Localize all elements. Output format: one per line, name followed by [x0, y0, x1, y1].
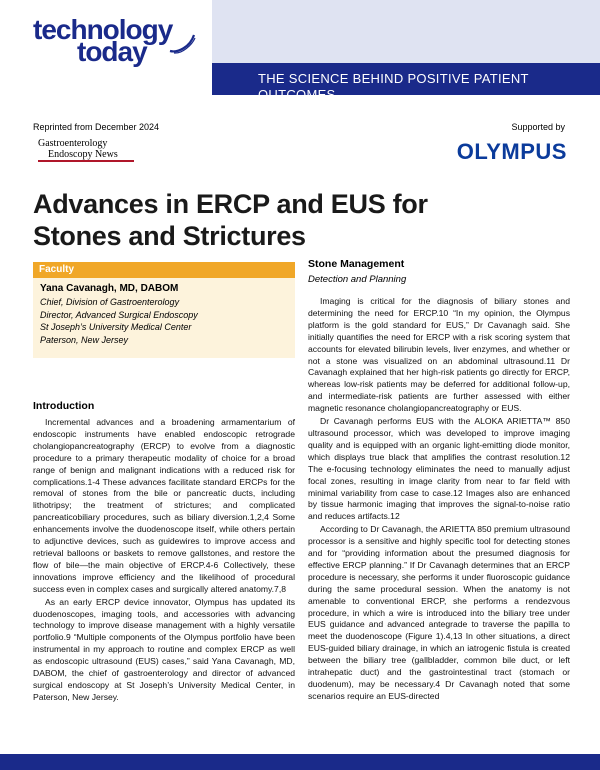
faculty-affiliation-line: Director, Advanced Surgical Endoscopy [40, 309, 198, 320]
faculty-affiliation-line: St Joseph’s University Medical Center [40, 322, 192, 332]
faculty-heading-bar [33, 262, 295, 278]
section-heading-stone-management: Stone Management [308, 258, 405, 270]
masthead-tagline: THE SCIENCE BEHIND POSITIVE PATIENT OUTCOMES [258, 71, 529, 102]
body-paragraph: As an early ERCP device innovator, Olympus has updated its duodenoscopes, imaging tools, and accessories with advancing technology to improve disease management with a highly versatile portfolio.9 “Multiple components of the Olympus portfolio have been instrumental in my approach to routine and complex ERCP as well as endoscopic ultrasound (EUS) cases,” said Yana Cavanagh, MD, DABOM, the chief of gastroenterology and director of advanced surgical endoscopy at St Joseph’s University Medical Center, in Paterson, New Jersey. [33, 596, 295, 702]
body-paragraph: Imaging is critical for the diagnosis of biliary stones and determining the need for ERCP.10 “In my opinion, the Olympus platform is the gold standard for EUS,” Dr Cavanagh said. She initially quantifies the need for ERCP with a risk scoring system that accounts for elevated bilirubin levels, liver enzymes, and whether or not a stone was visualized on an abdominal ultrasound.11 Dr Cavanagh explained that her high-risk patients go directly for ERCP, whereas low-risk patients may be deferred for additional follow-up, and intermediate-risk patients are further assessed with either magnetic resonance cholangiopancreatography or EUS. [308, 296, 570, 414]
faculty-heading: Faculty [39, 264, 75, 275]
footer-band [0, 754, 600, 770]
faculty-affiliation-line: Chief, Division of Gastroenterology [40, 297, 180, 307]
publication-logo-rule [38, 160, 134, 162]
section-subheading: Detection and Planning [308, 274, 407, 285]
publication-logo-line1: Gastroenterology [38, 138, 108, 149]
faculty-name: Yana Cavanagh, MD, DABOM [40, 283, 179, 294]
left-column [33, 400, 295, 705]
publication-logo [38, 138, 134, 164]
article-title: Advances in ERCP and EUS for Stones and Strictures [33, 189, 428, 251]
reprint-note: Reprinted from December 2024 [33, 122, 160, 132]
brand-swoosh-icon [168, 33, 196, 55]
body-paragraph: According to Dr Cavanagh, the ARIETTA 850 premium ultrasound processor is a sensitive and highly specific tool for detecting stones and for “providing information about the presumed diagnosis for effective ERCP planning.” If Dr Cavanagh determines that an ERCP procedure is necessary, she performs it under fluoroscopic guidance during the same procedural session. When the anatomy is not amenable to conventional ERCP, she performs a rendezvous procedure, in which a wire is introduced into the biliary tree under EUS guidance and advanced antegrade to traverse the papilla to meet the duodenoscope (Figure 1).4,13 In other situations, a direct EUS-guided biliary drainage, in which an iatrogenic fistula is created between the biliary tree (gallbladder, common bile duct, or left intrahepatic duct) and the gastrointestinal tract (stomach or duodenum), may be necessary.4 Dr Cavanagh noted that some scenarios require an EUS-directed [308, 524, 570, 701]
brand-logo-line1: technology [33, 14, 173, 45]
section-heading-introduction: Introduction [33, 400, 95, 412]
faculty-box [33, 278, 295, 358]
masthead [0, 0, 600, 102]
sponsor-logo: OLYMPUS [456, 139, 567, 164]
faculty-affiliation-line: Paterson, New Jersey [40, 334, 129, 345]
brand-logo-line2: today [77, 36, 147, 67]
sponsor-label: Supported by [511, 122, 565, 132]
faculty-affiliations [40, 296, 198, 346]
body-paragraph: Dr Cavanagh performs EUS with the ALOKA ARIETTA™ 850 ultrasound processor, which was developed to improve imaging quality and is equipped with an organic light-emitting diode monitor, which displays true black that amplifies the contrast resolution.12 The e-focusing technology eliminates the need to manually adjust focal zones, resulting in image clarity from near to far field with minimal variability from case to case.12 Images also are enhanced by tissue harmonic imaging that improves the signal-to-noise ratio and reduces artifacts.12 [308, 416, 570, 522]
publication-logo-line2: Endoscopy News [48, 149, 118, 160]
body-paragraph: Incremental advances and a broadening armamentarium of endoscopic instruments have enabled endoscopic retrograde cholangiopancreatography (ERCP) to evolve from a diagnostic procedure to a primary therapeutic modality of choice for a broad range of benign and malignant indications with a reduced risk for complications.1-4 These advances facilitate standard ERCPs for the removal of stones from the bile or pancreatic ducts, including lithotripsy; the treatment of strictures; and complicated pancreaticobiliary procedures, such as biliary diversion.1,2,4 Some enhancements involve the duodenoscope itself, while others pertain to adjunctive devices, such as guidewires to improve access and retrieval balloons or baskets to remove gallstones, and restore the flow of bile—the main objective of ERCP.4-6 Collectively, these innovations improve efficiency and the likelihood of procedural success even in complex cases and surgically altered anatomy.7,8 [33, 417, 295, 594]
right-column [308, 258, 570, 704]
